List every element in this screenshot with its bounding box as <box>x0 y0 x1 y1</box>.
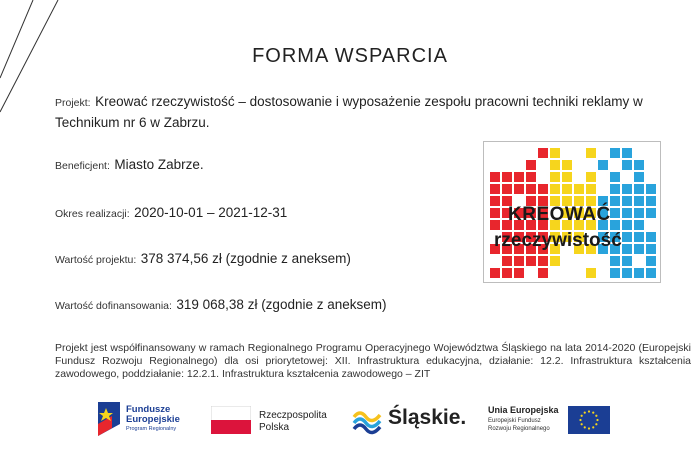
mosaic-tile <box>538 268 548 278</box>
project-logo <box>483 141 661 283</box>
mosaic-tile <box>586 148 596 158</box>
mosaic-tile <box>514 256 524 266</box>
eu-star-icon <box>588 427 590 429</box>
mosaic-tile <box>526 256 536 266</box>
mosaic-tile <box>502 256 512 266</box>
eu-star-icon <box>579 419 581 421</box>
ue-line3: Rozwoju Regionalnego <box>488 426 550 432</box>
mosaic-tile <box>502 184 512 194</box>
mosaic-tile <box>550 184 560 194</box>
logo-rzeczpospolita-polska <box>211 400 341 440</box>
fe-line3: Program Regionalny <box>126 426 177 432</box>
funding-value-row <box>55 296 387 314</box>
mosaic-tile <box>634 160 644 170</box>
eu-flag-icon <box>568 406 610 434</box>
mosaic-tile <box>646 184 656 194</box>
mosaic-tile <box>598 160 608 170</box>
mosaic-tile <box>610 184 620 194</box>
footer-text: Projekt jest współfinansowany w ramach Regionalnego Programu Operacyjnego Województwa Śląskiego na lata 2014-2020 (Europejski Fundusz Rozwoju Regionalnego) dla osi priorytetowej: XII. Infrastruktura edukacyjna, działanie: 12.2. Infrastruktura kształcenia zawodowego, poddziałanie: 12.2.1. Infrastruktura kształcenia zawodowego – ZIT <box>55 342 691 380</box>
mosaic-tile <box>538 256 548 266</box>
page-title: FORMA WSPARCIA <box>252 45 448 67</box>
project-value-label: Wartość projektu: <box>55 254 137 266</box>
mosaic-tile <box>646 256 656 266</box>
ue-line2: Europejski Fundusz <box>488 418 541 424</box>
eu-star-icon <box>592 426 594 428</box>
mosaic-tile <box>610 196 620 206</box>
mosaic-tile <box>622 196 632 206</box>
fe-line2: Europejskie <box>126 414 180 425</box>
mosaic-tile <box>622 268 632 278</box>
logo-slaskie <box>352 400 472 440</box>
beneficiary-row <box>55 156 204 174</box>
logo-fundusze-europejskie <box>98 400 198 440</box>
mosaic-tile <box>634 208 644 218</box>
mosaic-tile <box>514 268 524 278</box>
mosaic-tile <box>562 172 572 182</box>
mosaic-tile <box>610 172 620 182</box>
mosaic-tile <box>502 172 512 182</box>
mosaic-tile <box>574 184 584 194</box>
eu-star-icon <box>588 410 590 412</box>
mosaic-tile <box>562 184 572 194</box>
mosaic-tile <box>622 244 632 254</box>
mosaic-tile <box>526 184 536 194</box>
mosaic-tile <box>622 256 632 266</box>
mosaic-tile <box>646 232 656 242</box>
project-label: Projekt: <box>55 97 91 109</box>
period-row <box>55 204 287 222</box>
mosaic-tile <box>586 268 596 278</box>
mosaic-tile <box>646 268 656 278</box>
logo-line1: KREOWAĆ <box>508 204 611 225</box>
mosaic-tile <box>634 196 644 206</box>
eu-star-icon <box>584 426 586 428</box>
mosaic-tile <box>646 244 656 254</box>
ue-line1: Unia Europejska <box>488 405 559 415</box>
fe-line1: Fundusze <box>126 404 171 415</box>
mosaic-tile <box>514 184 524 194</box>
mosaic-tile <box>610 208 620 218</box>
period-label: Okres realizacji: <box>55 208 130 220</box>
mosaic-tile <box>490 220 500 230</box>
mosaic-tile <box>610 268 620 278</box>
mosaic-tile <box>514 172 524 182</box>
mosaic-tile <box>586 184 596 194</box>
mosaic-tile <box>538 148 548 158</box>
mosaic-tile <box>646 208 656 218</box>
mosaic-tile <box>622 160 632 170</box>
mosaic-tile <box>502 268 512 278</box>
mosaic-tile <box>610 220 620 230</box>
mosaic-tile <box>622 220 632 230</box>
mosaic-tile <box>610 148 620 158</box>
eu-star-icon <box>584 412 586 414</box>
period-value: 2020-10-01 – 2021-12-31 <box>134 205 288 220</box>
slaskie-text: Śląskie. <box>388 406 467 429</box>
mosaic-tile <box>634 172 644 182</box>
logo-unia-europejska <box>486 400 616 440</box>
eu-star-icon <box>581 423 583 425</box>
mosaic-tile <box>526 172 536 182</box>
mosaic-tile <box>550 172 560 182</box>
mosaic-tile <box>550 256 560 266</box>
project-value-amount: 378 374,56 zł (zgodnie z aneksem) <box>140 251 351 266</box>
mosaic-tile <box>490 172 500 182</box>
mosaic-tile <box>550 148 560 158</box>
mosaic-tile <box>634 232 644 242</box>
mosaic-tile <box>634 268 644 278</box>
mosaic-tile <box>538 184 548 194</box>
eu-star-icon <box>595 423 597 425</box>
eu-star-icon <box>592 412 594 414</box>
project-row <box>55 92 691 133</box>
slaskie-wave-icon <box>352 405 382 435</box>
mosaic-tile <box>634 184 644 194</box>
mosaic-tile <box>490 268 500 278</box>
mosaic-tile <box>526 160 536 170</box>
mosaic-tile <box>490 196 500 206</box>
fe-emblem-icon <box>98 402 122 436</box>
funding-value-amount: 319 068,38 zł (zgodnie z aneksem) <box>176 297 387 312</box>
mosaic-tile <box>622 208 632 218</box>
mosaic-tile <box>586 172 596 182</box>
mosaic-tile <box>490 208 500 218</box>
beneficiary-value: Miasto Zabrze. <box>114 157 204 172</box>
rp-line1: Rzeczpospolita <box>259 410 327 421</box>
polish-flag-icon <box>211 406 251 434</box>
project-value: Kreować rzeczywistość – dostosowanie i wyposażenie zespołu pracowni techniki reklamy w Technikum nr 6 w Zabrzu. <box>55 94 643 130</box>
project-value-row <box>55 250 351 268</box>
mosaic-tile <box>622 232 632 242</box>
mosaic-tile <box>634 220 644 230</box>
mosaic-tile <box>550 160 560 170</box>
mosaic-tile <box>562 160 572 170</box>
eu-star-icon <box>581 415 583 417</box>
mosaic-tile <box>610 256 620 266</box>
rp-line2: Polska <box>259 422 290 433</box>
logo-line2: rzeczywistość <box>494 230 622 251</box>
mosaic-tile <box>490 184 500 194</box>
beneficiary-label: Beneficjent: <box>55 160 110 172</box>
mosaic-tile <box>646 196 656 206</box>
mosaic-tile <box>634 244 644 254</box>
funding-value-label: Wartość dofinansowania: <box>55 300 172 312</box>
mosaic-tile <box>622 184 632 194</box>
mosaic-tile <box>622 148 632 158</box>
eu-star-icon <box>595 415 597 417</box>
eu-star-icon <box>596 419 598 421</box>
